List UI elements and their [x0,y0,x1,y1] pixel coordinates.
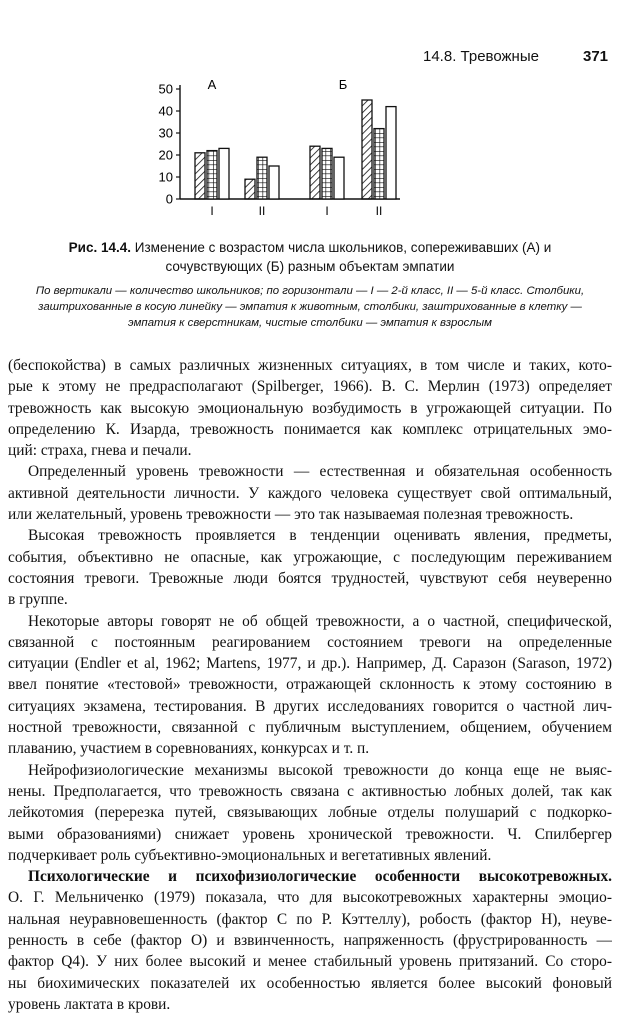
paragraph [8,611,612,760]
text-line: состояния тревоги. Тревожные люди боятся трудностей, чувствуют себя неуверенно [8,569,612,587]
text-line: в группе. [8,591,68,609]
text-line: фактор Q4). У них более высокий и менее стабильный уровень притязаний. Со сторо- [8,953,612,971]
group-label: А [207,77,217,92]
y-tick-label: 50 [158,81,173,97]
header-section-title: 14.8. Тревожные [423,48,539,65]
figure-caption-text: Изменение с возрастом числа школьников, сопереживавших (А) и сочувствующих (Б) разным объектам эмпатии [134,240,552,274]
text-line: ностной тревожности, связанной с публичным выступлением, общением, обучением [8,719,612,737]
paragraph [8,355,612,461]
figure-label: Рис. 14.4. [68,240,132,255]
text-line: рые к этому не предрасполагают (Spilberger, 1966). В. С. Мерлин (1973) определяет [8,378,612,396]
running-header [0,48,620,70]
bar-diagonal-0 [195,153,205,199]
text-line: (беспокойства) в самых различных жизненных ситуациях, в том числе и таких, кото- [8,357,612,374]
bar-plain-2 [334,157,344,199]
text-line: выми образованиями) снижает уровень хронической тревожности. Ч. Спилбергер [8,825,612,843]
bar-grid-2 [322,148,332,199]
text-line: О. Г. Мельниченко (1979) показала, что для высокотревожных характерны эмоцио- [8,889,612,907]
text-line: Некоторые авторы говорят не об общей тревожности, а о частной, специфической, [28,612,612,630]
bar-diagonal-3 [362,100,372,199]
text-line: ввел понятие «тестовой» тревожности, отражающей склонность к этому состоянию в [8,676,612,694]
text-line: активной деятельности личности. У каждого человека существует свой оптимальный, [8,484,612,502]
bar-plain-3 [386,107,396,199]
y-tick-label: 10 [158,169,173,185]
y-tick-label: 30 [158,125,173,141]
y-tick-label: 0 [165,191,173,207]
paragraph-bold-lead: Психологические и психофизиологические особенности высокотревожных. [28,868,612,886]
bar-grid-3 [374,129,384,199]
text-line: плаванию, участием в соревнованиях, конкурсах и т. п. [8,740,370,758]
text-line: ций: страха, гнева и печали. [8,442,192,460]
text-line: нены. Предполагается, что тревожность связана с активностью лобных долей, так как [8,782,612,800]
paragraph [8,866,612,1015]
text-line: Нейрофизиологические механизмы высокой тревожности до конца еще не выяс- [28,761,612,779]
text-line: ны биохимических показателей их особенностью является более высокий фоновый [8,974,612,992]
text-line: Определенный уровень тревожности — естественная и обязательная особенность [28,463,612,481]
text-line: тревожность как высокую эмоциональную возбудимость в угрожающей ситуации. По [8,399,612,417]
bar-grid-1 [257,157,267,199]
x-tick-label: II [258,204,266,218]
text-line: ренность в себе (фактор О) и взвинченность, напряженность (фрустрированность — [8,932,612,950]
bar-chart [150,70,410,220]
text-line: подчеркивает роль субъективно-эмоциональных и вегетативных явлений. [8,846,492,864]
x-tick-label: I [210,204,214,218]
bar-grid-0 [207,151,217,199]
bar-plain-0 [219,148,229,199]
text-line: Высокая тревожность проявляется в тенденции оценивать явления, предметы, [28,527,612,545]
text-line: связанной с постоянным реагированием состоянием тревоги на определенные [8,633,612,651]
text-line: или желательный, уровень тревожности — это так называемая полезная тревожность. [8,506,574,524]
text-line: события, объективно не опасные, как угрожающие, с последующим переживанием [8,548,612,566]
body-text [8,355,612,1015]
text-line: нальная неуравновешенность (фактор С по Р. Кэттеллу), робость (фактор Н), неуве- [8,910,612,928]
y-tick-label: 20 [158,147,173,163]
text-line: ситуации (Endler et al, 1962; Martens, 1977, и др.). Например, Д. Саразон (Sarason, 1972) [8,655,612,673]
bar-diagonal-2 [310,146,320,199]
text-line [8,866,612,887]
group-label: Б [338,77,348,92]
paragraph [8,461,612,525]
text-line: определению К. Изарда, тревожность понимается как комплекс отрицательных эмо- [8,420,612,438]
text-line: лейкотомия (перерезка путей, связывающих лобные отделы полушарий с подкорко- [8,804,612,822]
paragraph [8,760,612,866]
figure-note: По вертикали — количество школьников; по горизонтали — I — 2-й класс, II — 5-й класс. Столбики, заштрихованные в косую линейку — эмпатия к животным, столбики, заштрихованные в клетку — эмпатия к сверстникам, чистые столбики — эмпатия к взрослым [35,285,585,329]
page-number: 371 [583,48,609,65]
x-tick-label: I [325,204,329,218]
text-line: уровень лактата в крови. [8,995,171,1013]
figure-caption [20,238,600,276]
paragraph [8,525,612,610]
bar-plain-1 [269,166,279,199]
x-tick-label: II [375,204,383,218]
y-tick-label: 40 [158,103,173,119]
text-line: ситуациях экзамена, тестирования. В других исследованиях говорится о частной лич- [8,697,612,715]
bar-diagonal-1 [245,179,255,199]
